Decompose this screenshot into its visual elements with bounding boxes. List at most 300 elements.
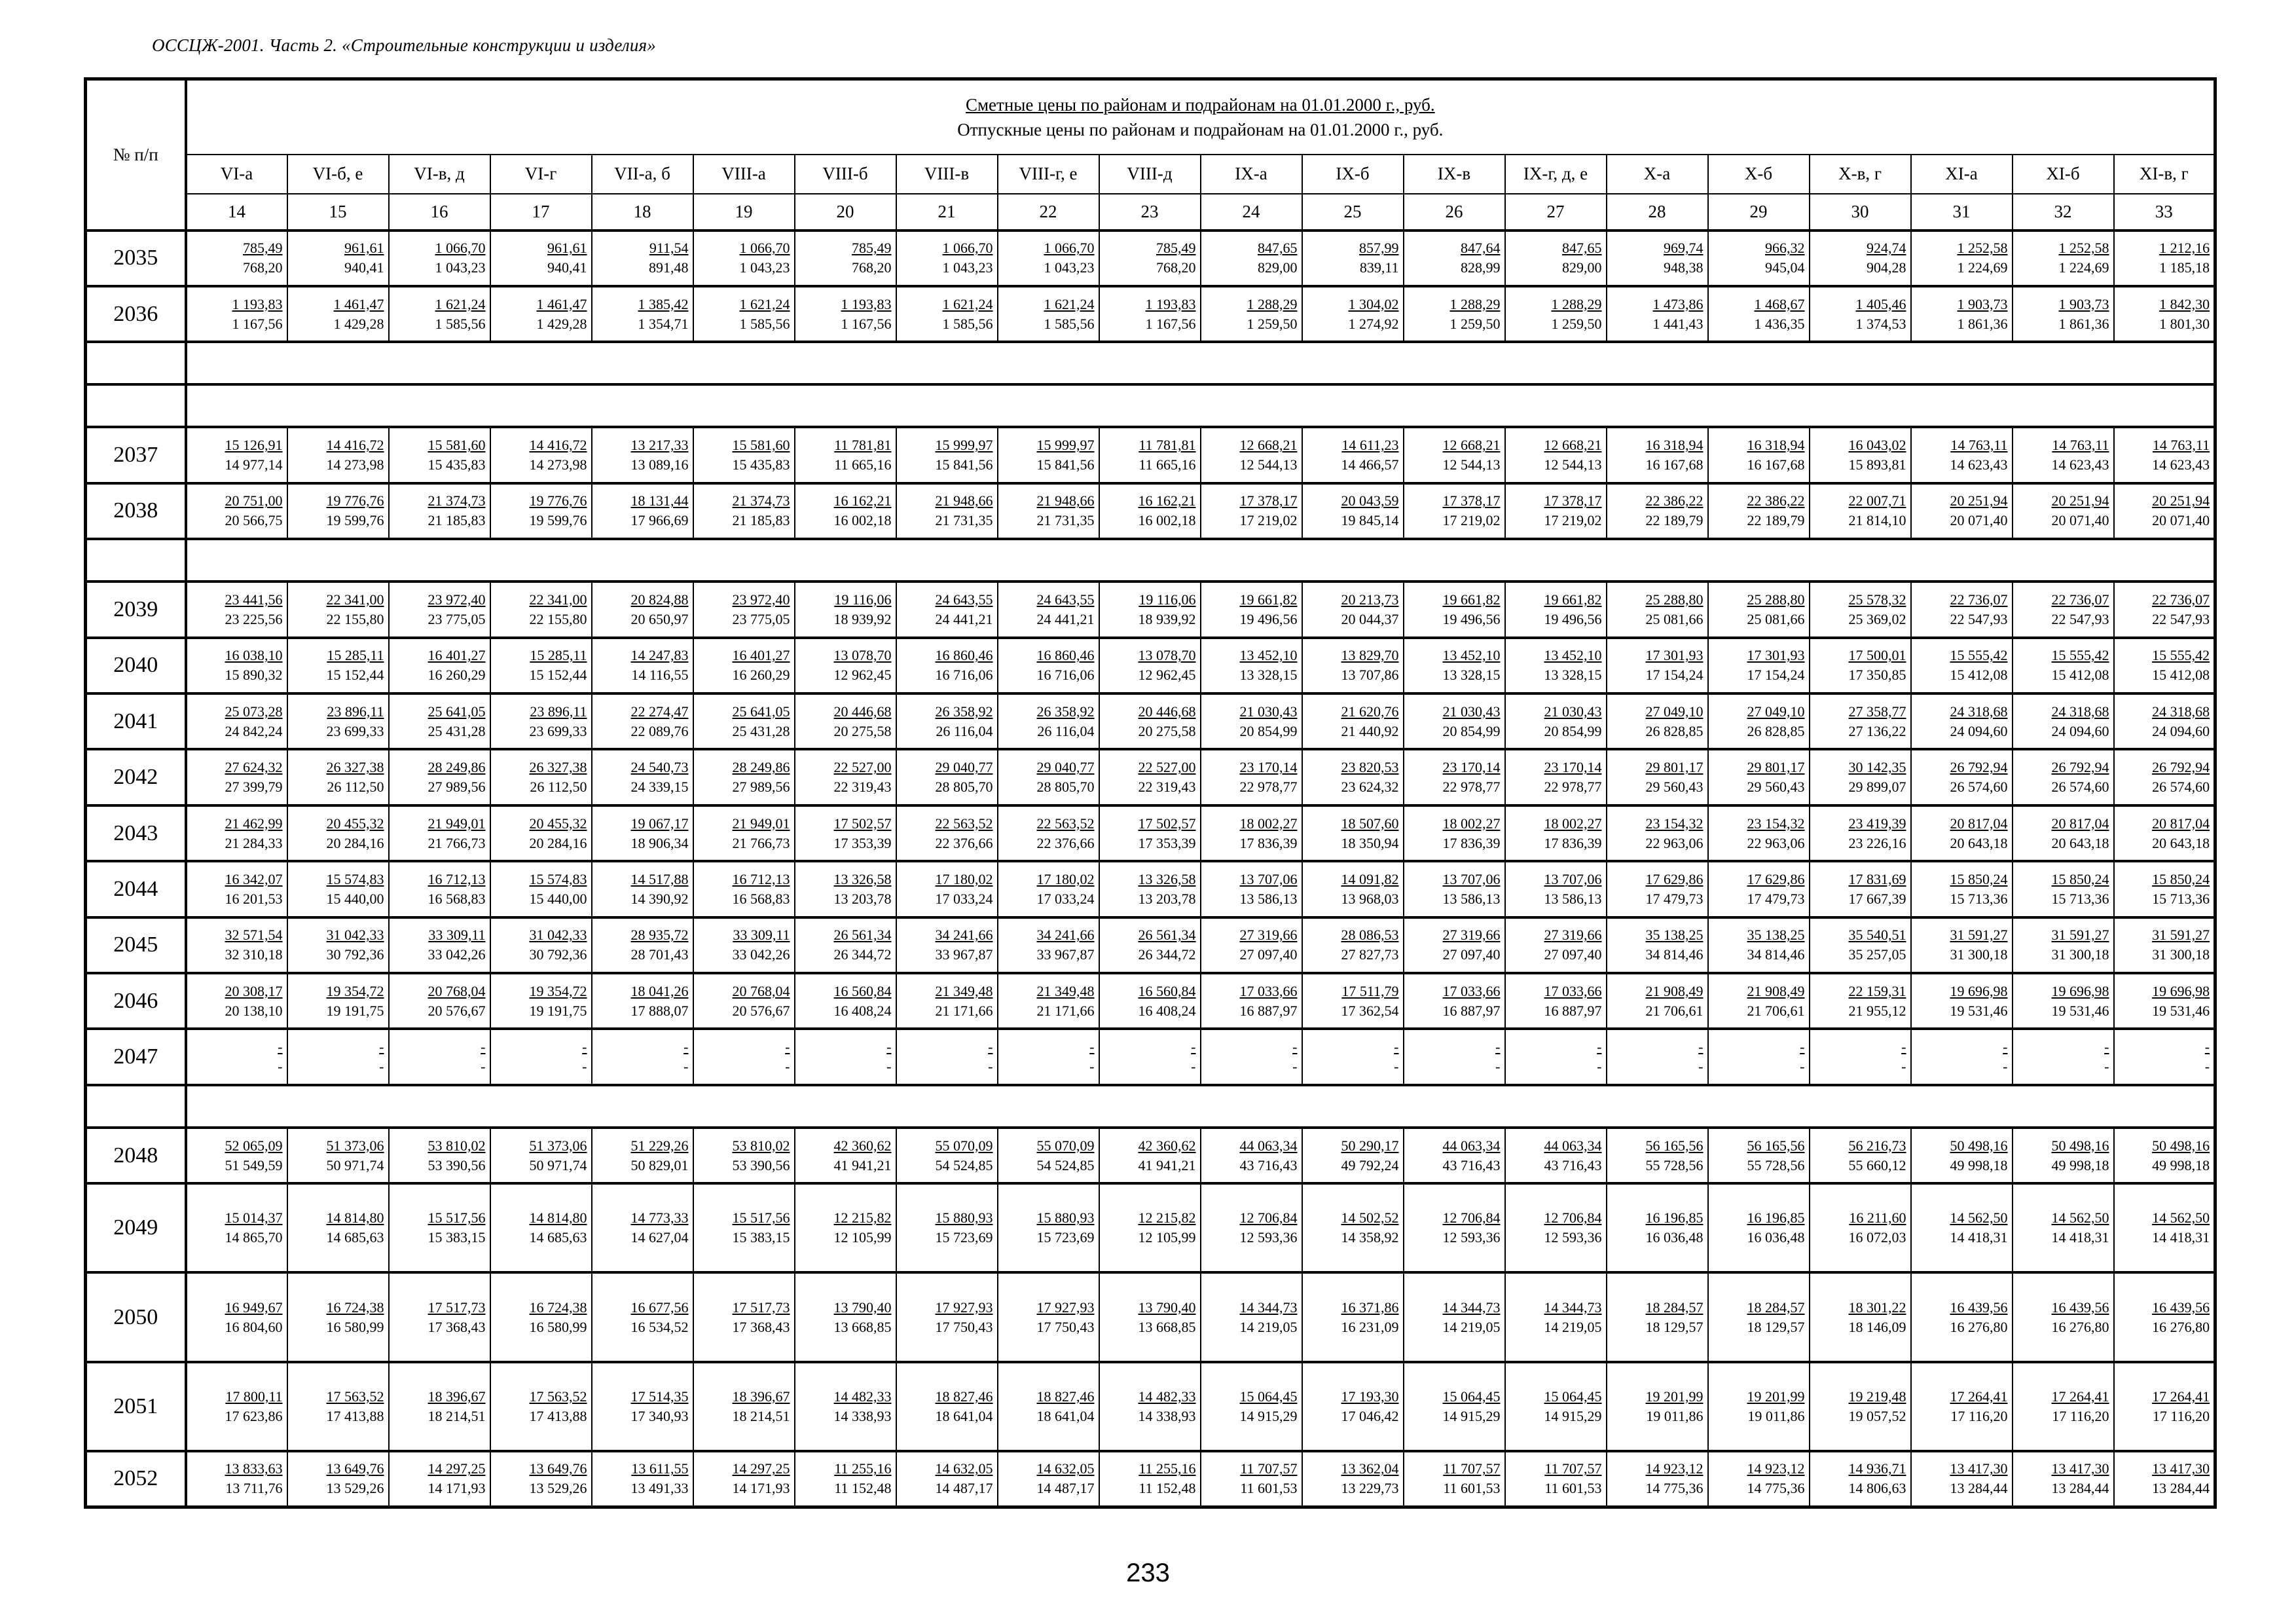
estimate-price: 53 810,02: [732, 1137, 790, 1154]
separator-cell: [186, 539, 2215, 581]
release-price: 17 353,39: [833, 834, 892, 851]
price-cell: [795, 581, 896, 637]
price-cell: [2013, 805, 2114, 861]
estimate-price: 33 309,11: [428, 927, 486, 944]
release-price: 13 203,78: [1138, 890, 1196, 907]
estimate-price: 52 065,09: [225, 1137, 283, 1154]
estimate-price: 16 560,84: [1138, 982, 1196, 999]
price-cell: [1607, 286, 1708, 342]
estimate-price: 847,64: [1461, 240, 1501, 257]
district-header: VIII-г, е: [998, 155, 1099, 194]
column-number: 21: [896, 194, 998, 231]
release-price: 1 167,56: [841, 315, 892, 332]
estimate-price: 18 301,22: [1848, 1299, 1906, 1316]
price-cell: [1201, 805, 1302, 861]
price-cell: [490, 805, 592, 861]
release-price: 50 971,74: [529, 1156, 587, 1173]
price-cell: [1404, 1362, 1505, 1451]
estimate-price: 21 908,49: [1747, 982, 1805, 999]
price-cell: [1302, 1029, 1404, 1084]
price-cell: [592, 1362, 693, 1451]
release-price: 16 534,52: [630, 1318, 689, 1335]
estimate-price: 17 517,73: [732, 1299, 790, 1316]
estimate-price: 16 196,85: [1747, 1209, 1805, 1227]
estimate-price: 21 948,66: [935, 492, 993, 509]
price-cell: [389, 638, 490, 693]
estimate-price: 21 620,76: [1341, 703, 1399, 720]
price-cell: [795, 1451, 896, 1507]
estimate-price: 31 591,27: [2152, 927, 2210, 944]
release-price: 16 036,48: [1645, 1229, 1704, 1246]
release-price: 13 328,15: [1442, 667, 1501, 684]
price-cell: [389, 427, 490, 483]
price-cell: [1708, 1362, 1810, 1451]
release-price: 22 155,80: [326, 610, 384, 627]
release-price: 41 941,21: [1138, 1156, 1196, 1173]
release-price: 15 893,81: [1848, 456, 1906, 473]
estimate-price: 18 507,60: [1341, 815, 1399, 832]
price-cell: [1505, 693, 1607, 749]
price-cell: [1810, 973, 1911, 1029]
separator-cell: [186, 342, 2215, 384]
estimate-price: -: [1292, 1039, 1298, 1056]
price-cell: [1810, 1362, 1911, 1451]
release-price: 14 977,14: [225, 456, 283, 473]
release-price: 27 136,22: [1848, 722, 1906, 739]
release-price: 26 828,85: [1645, 722, 1704, 739]
release-price: 1 224,69: [1957, 259, 2008, 276]
estimate-price: 1 461,47: [333, 295, 384, 312]
price-cell: [592, 749, 693, 805]
price-cell: [998, 1183, 1099, 1272]
price-cell: [1607, 917, 1708, 973]
estimate-price: 11 707,57: [1544, 1460, 1602, 1477]
price-cell: [2013, 1029, 2114, 1084]
estimate-price: -: [683, 1039, 689, 1056]
release-price: 49 998,18: [2051, 1156, 2109, 1173]
estimate-price: 55 070,09: [935, 1137, 993, 1154]
price-cell: [2114, 1029, 2215, 1084]
district-header: X-в, г: [1810, 155, 1911, 194]
release-price: 17 219,02: [1442, 512, 1501, 529]
release-price: 20 275,58: [1138, 722, 1196, 739]
price-cell: [2013, 581, 2114, 637]
estimate-price: 1 621,24: [942, 295, 993, 312]
release-price: 20 284,16: [529, 834, 587, 851]
estimate-price: 20 308,17: [225, 982, 283, 999]
price-cell: [1404, 1029, 1505, 1084]
estimate-price: 17 193,30: [1341, 1388, 1399, 1405]
estimate-price: 15 285,11: [327, 647, 384, 664]
separator-row: [86, 1085, 2215, 1128]
release-price: -: [988, 1058, 993, 1075]
price-cell: [287, 1362, 389, 1451]
estimate-price: 23 972,40: [732, 591, 790, 608]
price-cell: [2013, 286, 2114, 342]
estimate-price: 22 007,71: [1848, 492, 1906, 509]
release-price: 16 201,53: [225, 890, 283, 907]
estimate-price: 14 632,05: [1036, 1460, 1095, 1477]
district-header: VI-а: [186, 155, 287, 194]
estimate-price: -: [379, 1039, 384, 1056]
estimate-price: 14 502,52: [1341, 1209, 1399, 1227]
district-header: XI-а: [1911, 155, 2013, 194]
price-cell: [1810, 1451, 1911, 1507]
estimate-price: 17 180,02: [1036, 870, 1095, 887]
release-price: 19 191,75: [326, 1002, 384, 1019]
price-cell: [795, 805, 896, 861]
price-cell: [1911, 973, 2013, 1029]
price-cell: [490, 638, 592, 693]
price-cell: [1911, 231, 2013, 286]
estimate-price: 16 860,46: [1036, 647, 1095, 664]
price-cell: [389, 749, 490, 805]
estimate-price: 28 249,86: [732, 759, 790, 776]
release-price: -: [1394, 1058, 1399, 1075]
price-cell: [287, 1272, 389, 1361]
estimate-price: 21 462,99: [225, 815, 283, 832]
estimate-price: 42 360,62: [1138, 1137, 1196, 1154]
estimate-price: 12 706,84: [1239, 1209, 1298, 1227]
estimate-price: -: [1394, 1039, 1399, 1056]
release-price: 13 529,26: [326, 1480, 384, 1497]
price-cell: [1099, 286, 1201, 342]
release-price: 16 716,06: [935, 667, 993, 684]
price-cell: [186, 1183, 287, 1272]
release-price: 53 390,56: [428, 1156, 486, 1173]
price-cell: [186, 1362, 287, 1451]
release-price: 17 479,73: [1747, 890, 1805, 907]
estimate-price: 18 002,27: [1442, 815, 1501, 832]
release-price: 26 112,50: [530, 779, 587, 796]
price-cell: [287, 286, 389, 342]
item-number: 2042: [86, 749, 186, 805]
estimate-price: 18 827,46: [1036, 1388, 1095, 1405]
release-price: 17 046,42: [1341, 1407, 1399, 1424]
estimate-price: 22 527,00: [1138, 759, 1196, 776]
release-price: 22 963,06: [1645, 834, 1704, 851]
item-number: 2043: [86, 805, 186, 861]
price-cell: [1505, 638, 1607, 693]
estimate-price: 15 555,42: [2051, 647, 2109, 664]
release-price: 16 036,48: [1747, 1229, 1805, 1246]
price-cell: [2114, 693, 2215, 749]
release-price: 41 941,21: [833, 1156, 892, 1173]
estimate-price: -: [1495, 1039, 1501, 1056]
price-cell: [389, 805, 490, 861]
release-price: 29 560,43: [1747, 779, 1805, 796]
price-cell: [1099, 1029, 1201, 1084]
release-price: 1 259,50: [1551, 315, 1602, 332]
release-price: 26 574,60: [2051, 779, 2109, 796]
price-cell: [998, 693, 1099, 749]
price-cell: [1404, 1272, 1505, 1361]
release-price: 25 431,28: [732, 722, 790, 739]
release-price: 1 429,28: [333, 315, 384, 332]
price-cell: [186, 749, 287, 805]
price-cell: [998, 483, 1099, 539]
separator-item-cell: [86, 539, 186, 581]
price-cell: [693, 581, 795, 637]
release-price: 21 731,35: [1036, 512, 1095, 529]
release-price: 24 842,24: [225, 722, 283, 739]
estimate-price: 20 751,00: [225, 492, 283, 509]
price-cell: [1201, 973, 1302, 1029]
release-price: -: [481, 1058, 486, 1075]
estimate-price: 1 621,24: [739, 295, 790, 312]
price-cell: [2114, 973, 2215, 1029]
release-price: 1 585,56: [942, 315, 993, 332]
separator-cell: [186, 1085, 2215, 1128]
price-cell: [1099, 1183, 1201, 1272]
price-cell: [490, 973, 592, 1029]
release-price: -: [2104, 1058, 2109, 1075]
column-number: 27: [1505, 194, 1607, 231]
price-cell: [2114, 1183, 2215, 1272]
price-cell: [2013, 483, 2114, 539]
estimate-price: 13 417,30: [2051, 1460, 2109, 1477]
estimate-price: 17 180,02: [935, 870, 993, 887]
price-cell: [1302, 861, 1404, 917]
price-cell: [592, 581, 693, 637]
estimate-price: 34 241,66: [935, 927, 993, 944]
price-cell: [795, 861, 896, 917]
estimate-price: 16 196,85: [1645, 1209, 1704, 1227]
estimate-price: 22 386,22: [1747, 492, 1805, 509]
price-cell: [1911, 917, 2013, 973]
estimate-price: 13 649,76: [326, 1460, 384, 1477]
price-cell: [1810, 581, 1911, 637]
price-cell: [592, 1029, 693, 1084]
price-cell: [490, 1272, 592, 1361]
price-cell: [186, 286, 287, 342]
column-number: 17: [490, 194, 592, 231]
estimate-price: 17 511,79: [1341, 982, 1399, 999]
release-price: 27 097,40: [1442, 946, 1501, 963]
estimate-price: 17 378,17: [1544, 492, 1602, 509]
release-price: 14 338,93: [833, 1407, 892, 1424]
estimate-price: 23 896,11: [327, 703, 384, 720]
price-cell: [186, 1029, 287, 1084]
estimate-price: 13 790,40: [1138, 1299, 1196, 1316]
release-price: 25 431,28: [428, 722, 486, 739]
release-price: 21 766,73: [428, 834, 486, 851]
estimate-price: 14 923,12: [1645, 1460, 1704, 1477]
table-row: [86, 693, 2215, 749]
estimate-price: 14 091,82: [1341, 870, 1399, 887]
estimate-price: 26 327,38: [326, 759, 384, 776]
price-cell: [1810, 427, 1911, 483]
estimate-price: 18 396,67: [428, 1388, 486, 1405]
price-cell: [1810, 1272, 1911, 1361]
column-number: 30: [1810, 194, 1911, 231]
price-cell: [592, 693, 693, 749]
estimate-price: 14 763,11: [1950, 437, 2008, 454]
release-price: 904,28: [1867, 259, 1906, 276]
price-cell: [186, 483, 287, 539]
release-price: 16 580,99: [529, 1318, 587, 1335]
release-price: 1 374,53: [1855, 315, 1906, 332]
price-cell: [490, 1183, 592, 1272]
estimate-price: 21 374,73: [428, 492, 486, 509]
release-price: 43 716,43: [1442, 1156, 1501, 1173]
release-price: 1 185,18: [2159, 259, 2210, 276]
release-price: 23 775,05: [428, 610, 486, 627]
release-price: 24 339,15: [630, 779, 689, 796]
price-cell: [389, 286, 490, 342]
estimate-price: 22 736,07: [1950, 591, 2008, 608]
estimate-price: 31 042,33: [529, 927, 587, 944]
release-price: -: [1800, 1058, 1805, 1075]
price-cell: [1708, 749, 1810, 805]
release-price: 55 728,56: [1747, 1156, 1805, 1173]
price-cell: [1505, 861, 1607, 917]
price-cell: [1810, 1029, 1911, 1084]
price-cell: [490, 693, 592, 749]
release-price: 22 155,80: [529, 610, 587, 627]
release-price: -: [886, 1058, 892, 1075]
price-cell: [1505, 231, 1607, 286]
release-price: 14 418,31: [2152, 1229, 2210, 1246]
price-cell: [186, 1451, 287, 1507]
price-cell: [1505, 749, 1607, 805]
release-price: -: [1597, 1058, 1602, 1075]
release-price: 26 116,04: [936, 722, 993, 739]
release-price: 768,20: [243, 259, 283, 276]
estimate-price: 13 326,58: [1138, 870, 1196, 887]
release-price: 14 338,93: [1138, 1407, 1196, 1424]
estimate-price: 17 517,73: [428, 1299, 486, 1316]
price-cell: [1708, 1272, 1810, 1361]
price-cell: [490, 1451, 592, 1507]
price-cell: [1810, 483, 1911, 539]
district-header: X-а: [1607, 155, 1708, 194]
release-price: 12 105,99: [833, 1229, 892, 1246]
price-cell: [1607, 638, 1708, 693]
price-cell: [1302, 1128, 1404, 1183]
estimate-price: 56 165,56: [1645, 1137, 1704, 1154]
price-cell: [186, 1128, 287, 1183]
estimate-price: 1 066,70: [739, 240, 790, 257]
estimate-price: 19 116,06: [1139, 591, 1196, 608]
release-price: 20 071,40: [2152, 512, 2210, 529]
estimate-price: 857,99: [1359, 240, 1399, 257]
release-price: 22 189,79: [1747, 512, 1805, 529]
release-price: 14 865,70: [225, 1229, 283, 1246]
estimate-price: 44 063,34: [1544, 1137, 1602, 1154]
estimate-price: 51 373,06: [326, 1137, 384, 1154]
estimate-price: 1 252,58: [2058, 240, 2109, 257]
price-cell: [592, 231, 693, 286]
release-price: 16 568,83: [428, 890, 486, 907]
price-cell: [1302, 427, 1404, 483]
release-price: 18 214,51: [732, 1407, 790, 1424]
release-price: 17 219,02: [1544, 512, 1602, 529]
price-cell: [795, 749, 896, 805]
estimate-price: 18 131,44: [630, 492, 689, 509]
estimate-price: 26 792,94: [1950, 759, 2008, 776]
release-price: 940,41: [547, 259, 587, 276]
release-price: 31 300,18: [2152, 946, 2210, 963]
estimate-price: 1 193,83: [232, 295, 283, 312]
item-number: 2050: [86, 1272, 186, 1361]
release-price: 1 043,23: [1044, 259, 1095, 276]
release-price: 55 660,12: [1848, 1156, 1906, 1173]
price-cell: [1505, 1362, 1607, 1451]
estimate-price: 19 661,82: [1544, 591, 1602, 608]
estimate-price: -: [1191, 1039, 1196, 1056]
estimate-price: 14 297,25: [732, 1460, 790, 1477]
estimate-price: 16 401,27: [732, 647, 790, 664]
estimate-price: 16 401,27: [428, 647, 486, 664]
column-number: 20: [795, 194, 896, 231]
release-price: 13 491,33: [630, 1480, 689, 1497]
estimate-price: 16 724,38: [529, 1299, 587, 1316]
price-cell: [1708, 1183, 1810, 1272]
release-price: 16 716,06: [1036, 667, 1095, 684]
release-price: 14 466,57: [1341, 456, 1399, 473]
estimate-price: 19 776,76: [326, 492, 384, 509]
estimate-price: 15 581,60: [428, 437, 486, 454]
price-cell: [2013, 1451, 2114, 1507]
release-price: 16 408,24: [833, 1002, 892, 1019]
estimate-price: 1 066,70: [1044, 240, 1095, 257]
release-price: 1 259,50: [1449, 315, 1501, 332]
price-cell: [2114, 749, 2215, 805]
price-cell: [795, 483, 896, 539]
price-cell: [1708, 638, 1810, 693]
estimate-price: 27 319,66: [1442, 927, 1501, 944]
estimate-price: 22 341,00: [326, 591, 384, 608]
estimate-price: 924,74: [1867, 240, 1906, 257]
item-number-header: № п/п: [86, 79, 186, 231]
price-cell: [1201, 231, 1302, 286]
estimate-price: 14 562,50: [2152, 1209, 2210, 1227]
release-price: 13 284,44: [2152, 1480, 2210, 1497]
estimate-price: 25 073,28: [225, 703, 283, 720]
estimate-price: 13 417,30: [1950, 1460, 2008, 1477]
price-cell: [998, 1128, 1099, 1183]
price-cell: [1099, 638, 1201, 693]
price-cell: [693, 1272, 795, 1361]
column-number: 23: [1099, 194, 1201, 231]
estimate-price: 15 581,60: [732, 437, 790, 454]
price-cell: [287, 805, 389, 861]
price-cell: [1810, 861, 1911, 917]
release-price: 12 544,13: [1544, 456, 1602, 473]
estimate-price: 17 033,66: [1544, 982, 1602, 999]
estimate-price: 35 138,25: [1747, 927, 1805, 944]
estimate-price: 19 696,98: [2051, 982, 2109, 999]
release-price: 27 399,79: [225, 779, 283, 796]
price-cell: [896, 1362, 998, 1451]
price-cell: [795, 1183, 896, 1272]
estimate-price: 17 800,11: [225, 1388, 283, 1405]
estimate-price: 16 371,86: [1341, 1299, 1399, 1316]
release-price: 15 890,32: [225, 667, 283, 684]
release-price: -: [2003, 1058, 2008, 1075]
estimate-price: 21 374,73: [732, 492, 790, 509]
release-price: 17 116,20: [2052, 1407, 2109, 1424]
release-price: 54 524,85: [935, 1156, 993, 1173]
price-cell: [1505, 1128, 1607, 1183]
estimate-price: 1 903,73: [2058, 295, 2109, 312]
price-cell: [1302, 483, 1404, 539]
estimate-price: 966,32: [1765, 240, 1805, 257]
estimate-price: -: [582, 1039, 587, 1056]
estimate-price: 19 354,72: [326, 982, 384, 999]
estimate-price: 1 066,70: [435, 240, 486, 257]
